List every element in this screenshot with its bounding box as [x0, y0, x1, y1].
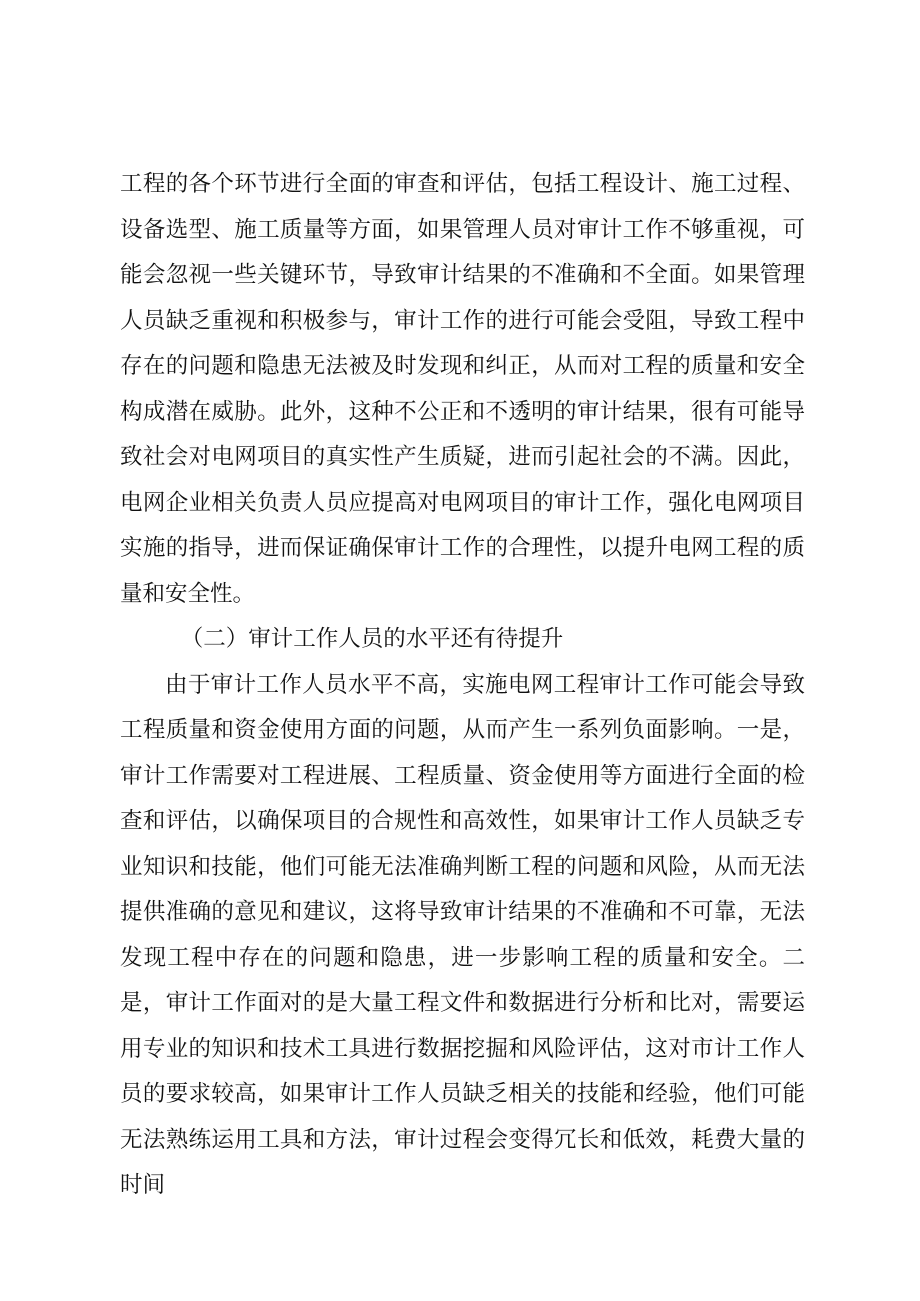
body-paragraph-1: 工程的各个环节进行全面的审查和评估，包括工程设计、施工过程、设备选型、施工质量等方面，如果管理人员对审计工作不够重视，可能会忽视一些关键环节，导致审计结果的不准确和不全面。如果管理人员缺乏重视和积极参与，审计工作的进行可能会受阻，导致工程中存在的问题和隐患无法被及时发现和纠正，从而对工程的质量和安全构成潜在威胁。此外，这种不公正和不透明的审计结果，很有可能导致社会对电网项目的真实性产生质疑，进而引起社会的不满。因此，电网企业相关负责人员应提高对电网项目的审计工作，强化电网项目实施的指导，进而保证确保审计工作的合理性，以提升电网工程的质量和安全性。: [120, 171, 805, 607]
section-heading: （二）审计工作人员的水平还有待提升: [180, 626, 564, 652]
body-paragraph-2: 由于审计工作人员水平不高，实施电网工程审计工作可能会导致工程质量和资金使用方面的问题，从而产生一系列负面影响。一是，审计工作需要对工程进展、工程质量、资金使用等方面进行全面的检查和评估，以确保项目的合规性和高效性，如果审计工作人员缺乏专业知识和技能，他们可能无法准确判断工程的问题和风险，从而无法提供准确的意见和建议，这将导致审计结果的不准确和不可靠，无法发现工程中存在的问题和隐患，进一步影响工程的质量和安全。二是，审计工作面对的是大量工程文件和数据进行分析和比对，需要运用专业的知识和技术工具进行数据挖掘和风险评估，这对市计工作人员的要求较高，如果审计工作人员缺乏相关的技能和经验，他们可能无法熟练运用工具和方法，审计过程会变得冗长和低效，耗费大量的时间: [120, 671, 805, 1198]
document-page: [120, 162, 805, 1209]
